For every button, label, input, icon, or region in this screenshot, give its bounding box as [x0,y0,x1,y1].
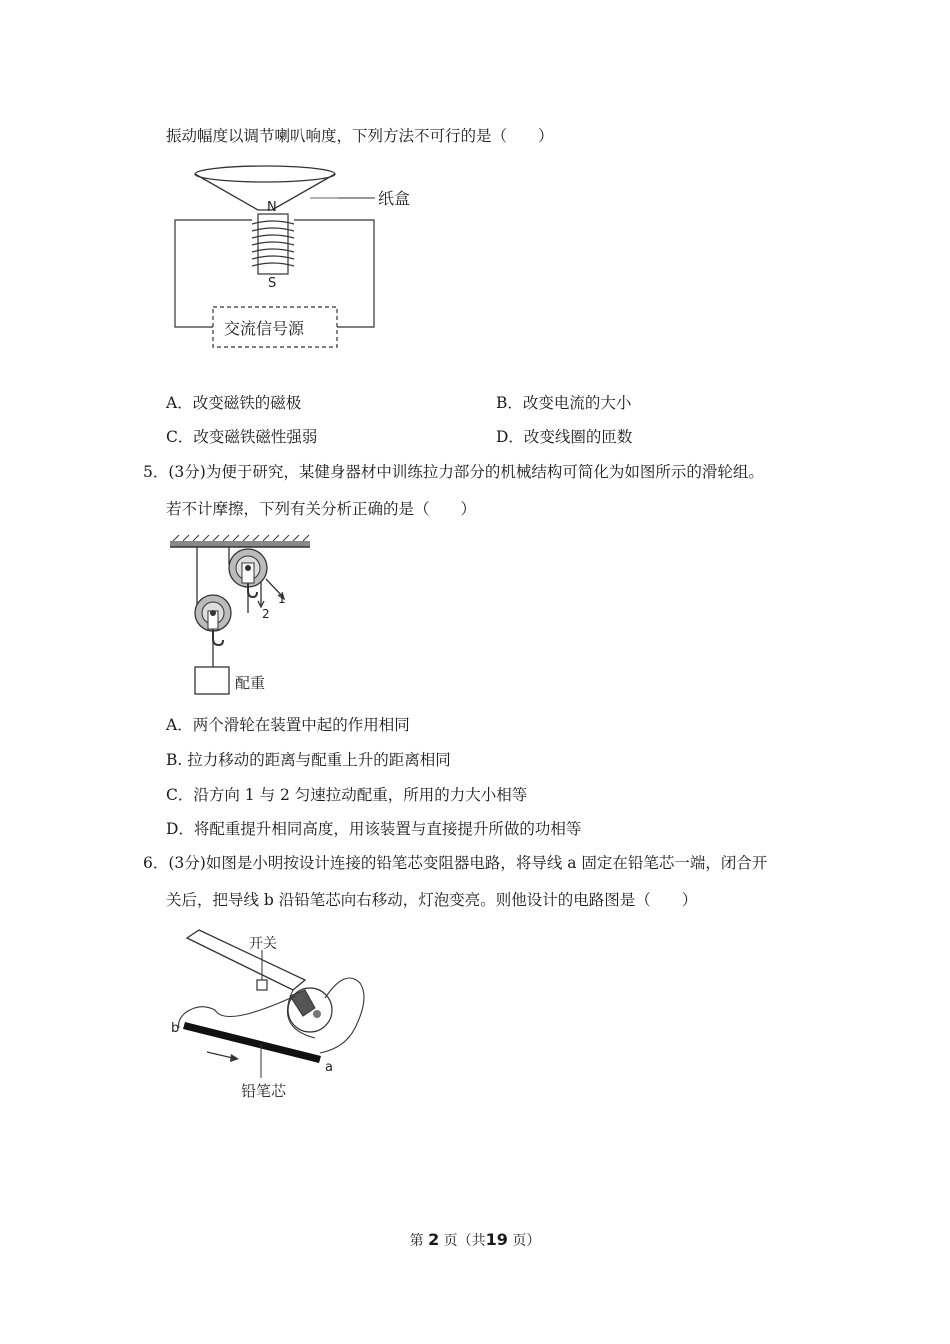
label-north: N [267,200,277,215]
q4-option-a: A．改变磁铁的磁极 [166,394,302,412]
footer-suffix: 页） [512,1233,541,1249]
q5-stem-line1: 5．(3分)为便于研究，某健身器材中训练拉力部分的机械结构可简化为如图所示的滑轮组。 [143,463,764,481]
magnet [258,214,288,274]
wire-a [320,978,364,1053]
movable-pulley [195,595,231,645]
q5-stem-line2: 若不计摩擦，下列有关分析正确的是（ ） [166,500,477,518]
paper-box-rim [195,166,335,182]
q4-option-d: D．改变线圈的匝数 [496,428,633,446]
label-direction-1: 1 [278,592,286,606]
label-direction-2: 2 [262,607,270,621]
pencil-lead [183,1022,321,1063]
label-ac-source: 交流信号源 [224,319,305,338]
q5-option-a: A．两个滑轮在装置中起的作用相同 [166,716,410,734]
q4-stem-tail: 振动幅度以调节喇叭响度，下列方法不可行的是（ ） [166,127,554,145]
battery-box [187,930,305,990]
q6-stem-line2: 关后，把导线 b 沿铅笔芯向右移动，灯泡变亮。则他设计的电路图是（ ） [166,891,698,909]
pencil-lead-circuit-figure [165,928,370,1103]
ceiling [170,541,310,547]
label-b: b [171,1021,180,1036]
q4-option-c: C．改变磁铁磁性强弱 [166,428,318,446]
q5-option-b: B. 拉力移动的距离与配重上升的距离相同 [166,751,451,769]
footer-prefix: 第 [409,1233,424,1249]
label-south: S [268,276,277,291]
label-pencil-lead: 铅笔芯 [241,1082,287,1100]
footer-middle: 页（共 [443,1233,486,1249]
pulley-figure [165,535,315,697]
label-a: a [325,1060,333,1075]
speaker-figure [170,160,430,355]
counterweight [195,667,229,694]
q6-stem-line1: 6．(3分)如图是小明按设计连接的铅笔芯变阻器电路，将导线 a 固定在铅笔芯一端，闭合开 [143,854,768,872]
switch [257,980,267,990]
footer-total-pages: 19 [485,1230,508,1249]
q5-option-c: C．沿方向 1 与 2 匀速拉动配重，所用的力大小相等 [166,786,528,804]
q5-option-d: D．将配重提升相同高度，用该装置与直接提升所做的功相等 [166,820,582,838]
footer-page-number: 2 [428,1230,440,1249]
label-counterweight: 配重 [235,674,266,692]
wire-b [179,996,295,1028]
q4-option-b: B．改变电流的大小 [496,394,632,412]
label-switch: 开关 [249,936,277,952]
label-paper-box: 纸盒 [378,189,411,208]
page-footer [0,1230,950,1251]
